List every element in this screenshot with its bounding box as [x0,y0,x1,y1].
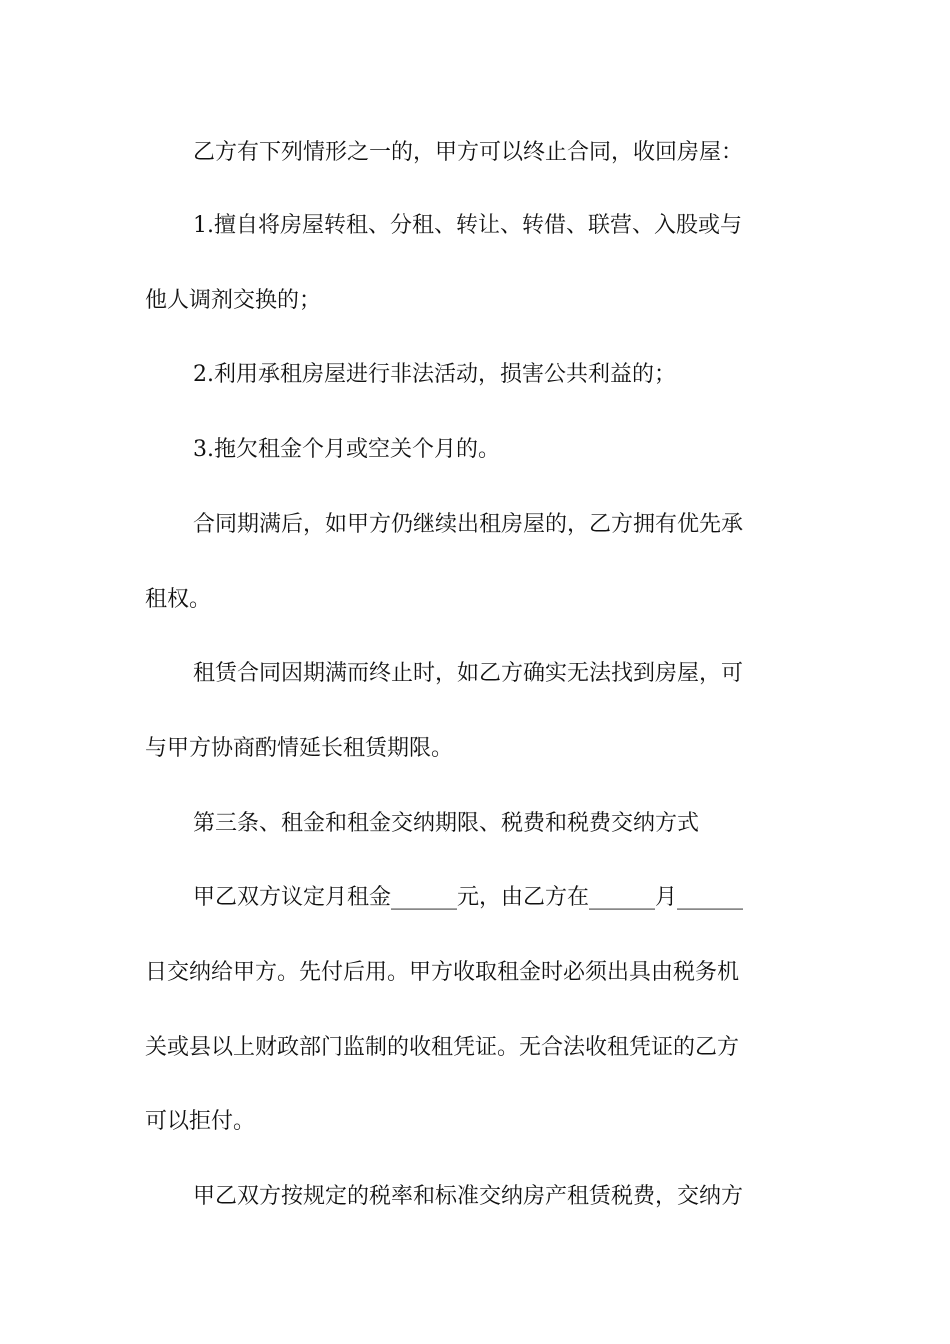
paragraph-line [0,1177,950,1217]
section-heading [0,804,950,844]
paragraph-line [0,729,950,769]
paragraph-line [0,281,950,321]
line-text: 他人调剂交换的； [145,288,322,313]
paragraph-line [0,430,950,470]
line-text: 1.擅自将房屋转租、分租、转让、转借、联营、入股或与 [193,213,742,238]
paragraph-line [0,505,950,545]
line-text: 3.拖欠租金个月或空关个月的。 [193,437,500,462]
line-text: 第三条、租金和租金交纳期限、税费和税费交纳方式 [193,811,700,836]
paragraph-line [0,953,950,993]
line-text: 关或县以上财政部门监制的收租凭证。无合法收租凭证的乙方 [145,1035,740,1060]
line-text: 可以拒付。 [145,1109,256,1134]
line-text: 甲乙双方议定月租金______元，由乙方在______月______ [193,885,744,910]
paragraph-line [0,1028,950,1068]
line-text: 2.利用承租房屋进行非法活动，损害公共利益的； [193,362,676,387]
paragraph-line [0,878,950,918]
line-text: 日交纳给甲方。先付后用。甲方收取租金时必须出具由税务机 [145,960,740,985]
paragraph-line [0,1102,950,1142]
paragraph-line [0,580,950,620]
line-text: 租权。 [145,587,212,612]
line-text: 合同期满后，如甲方仍继续出租房屋的，乙方拥有优先承 [193,512,744,537]
line-text: 租赁合同因期满而终止时，如乙方确实无法找到房屋，可 [193,661,744,686]
paragraph-line [0,133,950,173]
line-text: 乙方有下列情形之一的，甲方可以终止合同，收回房屋： [193,140,744,165]
line-text: 与甲方协商酌情延长租赁期限。 [145,736,454,761]
paragraph-line [0,206,950,246]
paragraph-line [0,355,950,395]
paragraph-line [0,654,950,694]
line-text: 甲乙双方按规定的税率和标准交纳房产租赁税费，交纳方 [193,1184,744,1209]
